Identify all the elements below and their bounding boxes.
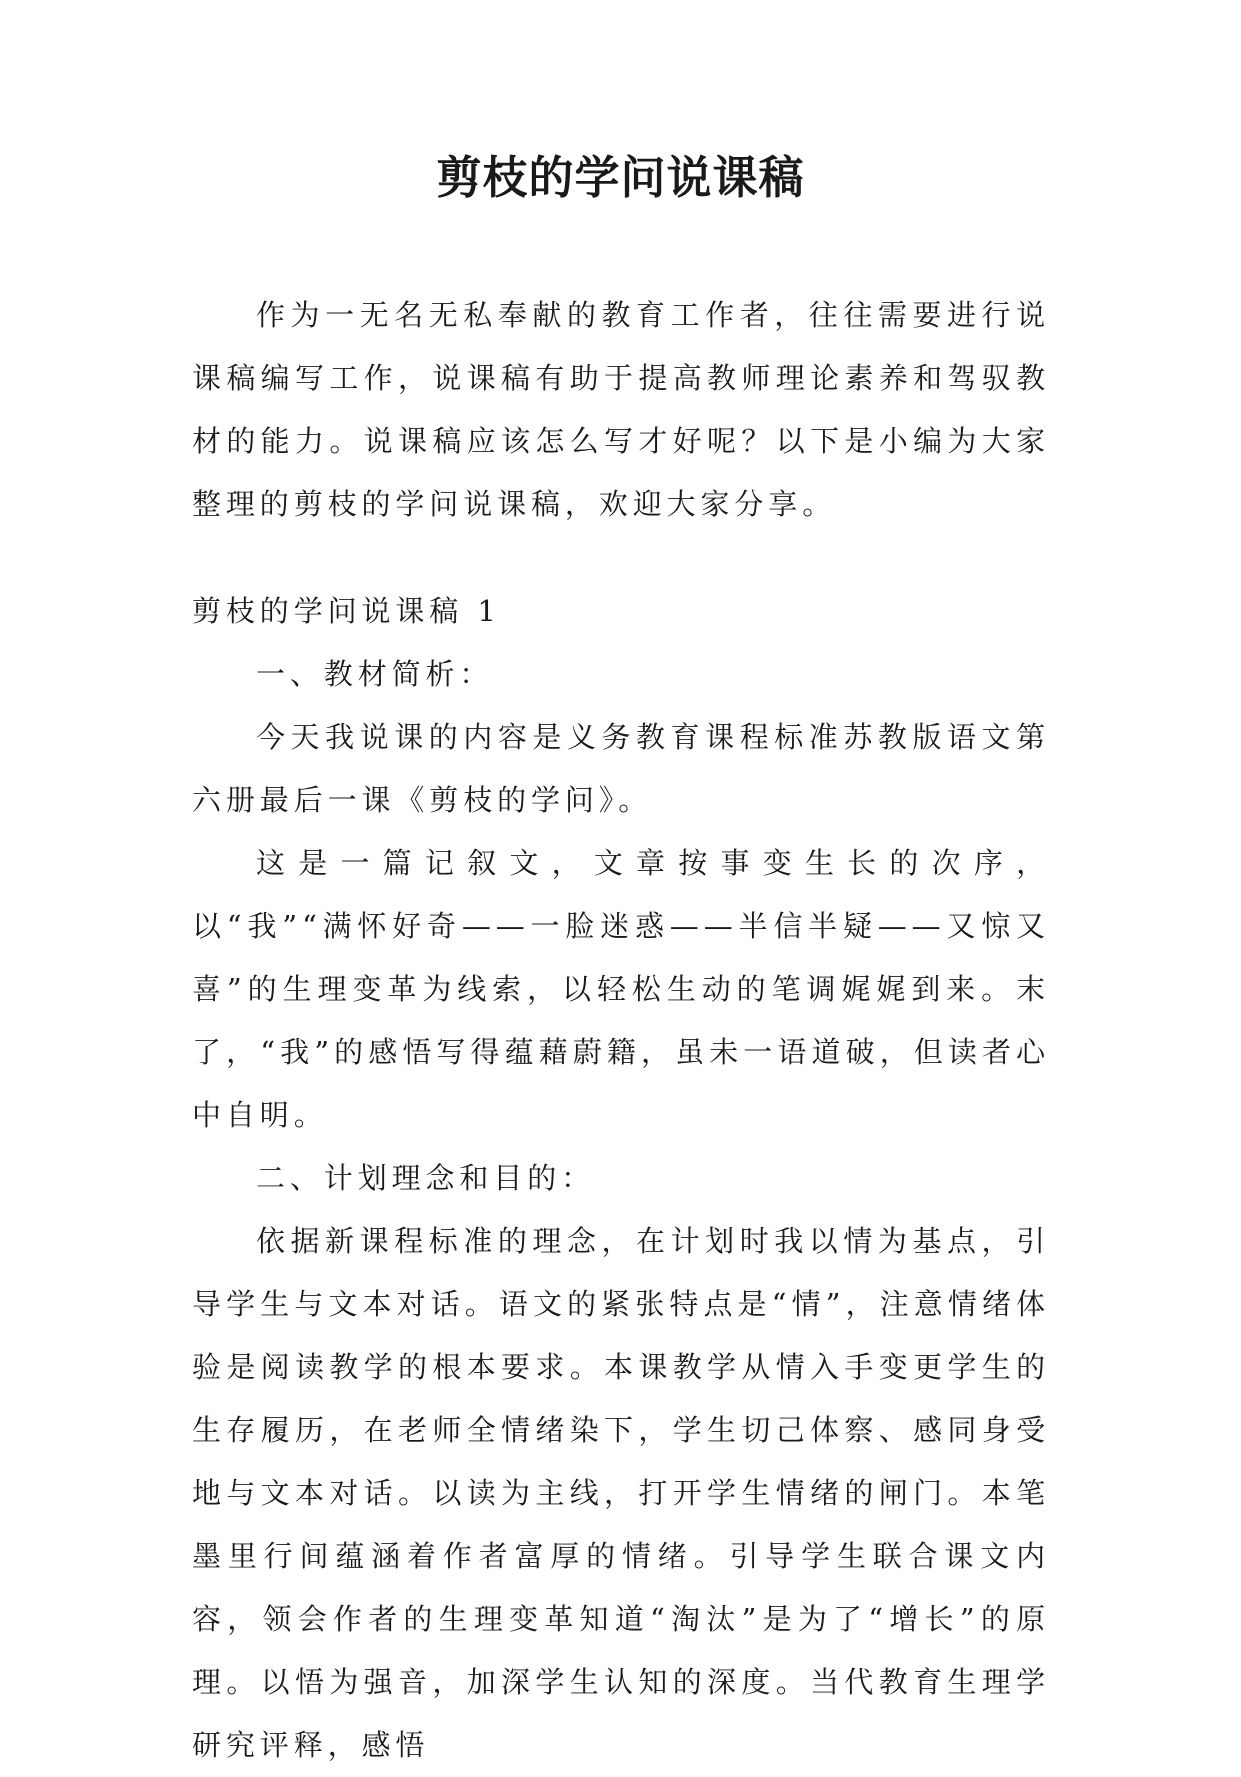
document-body [192,284,1050,1777]
document-title: 剪枝的学问说课稿 [436,151,805,204]
body-paragraph: 依据新课程标准的理念，在计划时我以情为基点，引导学生与文本对话。语文的紧张特点是“情”，注意情绪体验是阅读教学的根本要求。本课教学从情入手变更学生的生存履历，在老师全情绪染下，学生切己体察、感同身受地与文本对话。以读为主线，打开学生情绪的闸门。本笔墨里行间蕴涵着作者富厚的情绪。引导学生联合课文内容，领会作者的生理变革知道“淘汰”是为了“增长”的原理。以悟为强音，加深学生认知的深度。当代教育生理学研究评释，感悟 [192,1224,1050,1762]
section-heading-textbook-analysis: 一、教材简析： [256,657,494,691]
intro-paragraph: 作为一无名无私奉献的教育工作者，往往需要进行说课稿编写工作，说课稿有助于提高教师理论素养和驾驭教材的能力。说课稿应该怎么写才好呢？以下是小编为大家整理的剪枝的学问说课稿，欢迎大家分享。 [192,298,1050,521]
section-heading-design-concept: 二、计划理念和目的： [256,1161,596,1195]
body-paragraph: 今天我说课的内容是义务教育课程标准苏教版语文第六册最后一课《剪枝的学问》。 [192,720,1050,817]
section-title: 剪枝的学问说课稿 1 [192,594,501,628]
body-paragraph: 这是一篇记叙文，文章按事变生长的次序，以“我”“满怀好奇——一脸迷惑——半信半疑——又惊又喜”的生理变革为线索，以轻松生动的笔调娓娓到来。末了，“我”的感悟写得蕴藉蔚籍，虽未一语道破，但读者心中自明。 [192,846,1050,1132]
